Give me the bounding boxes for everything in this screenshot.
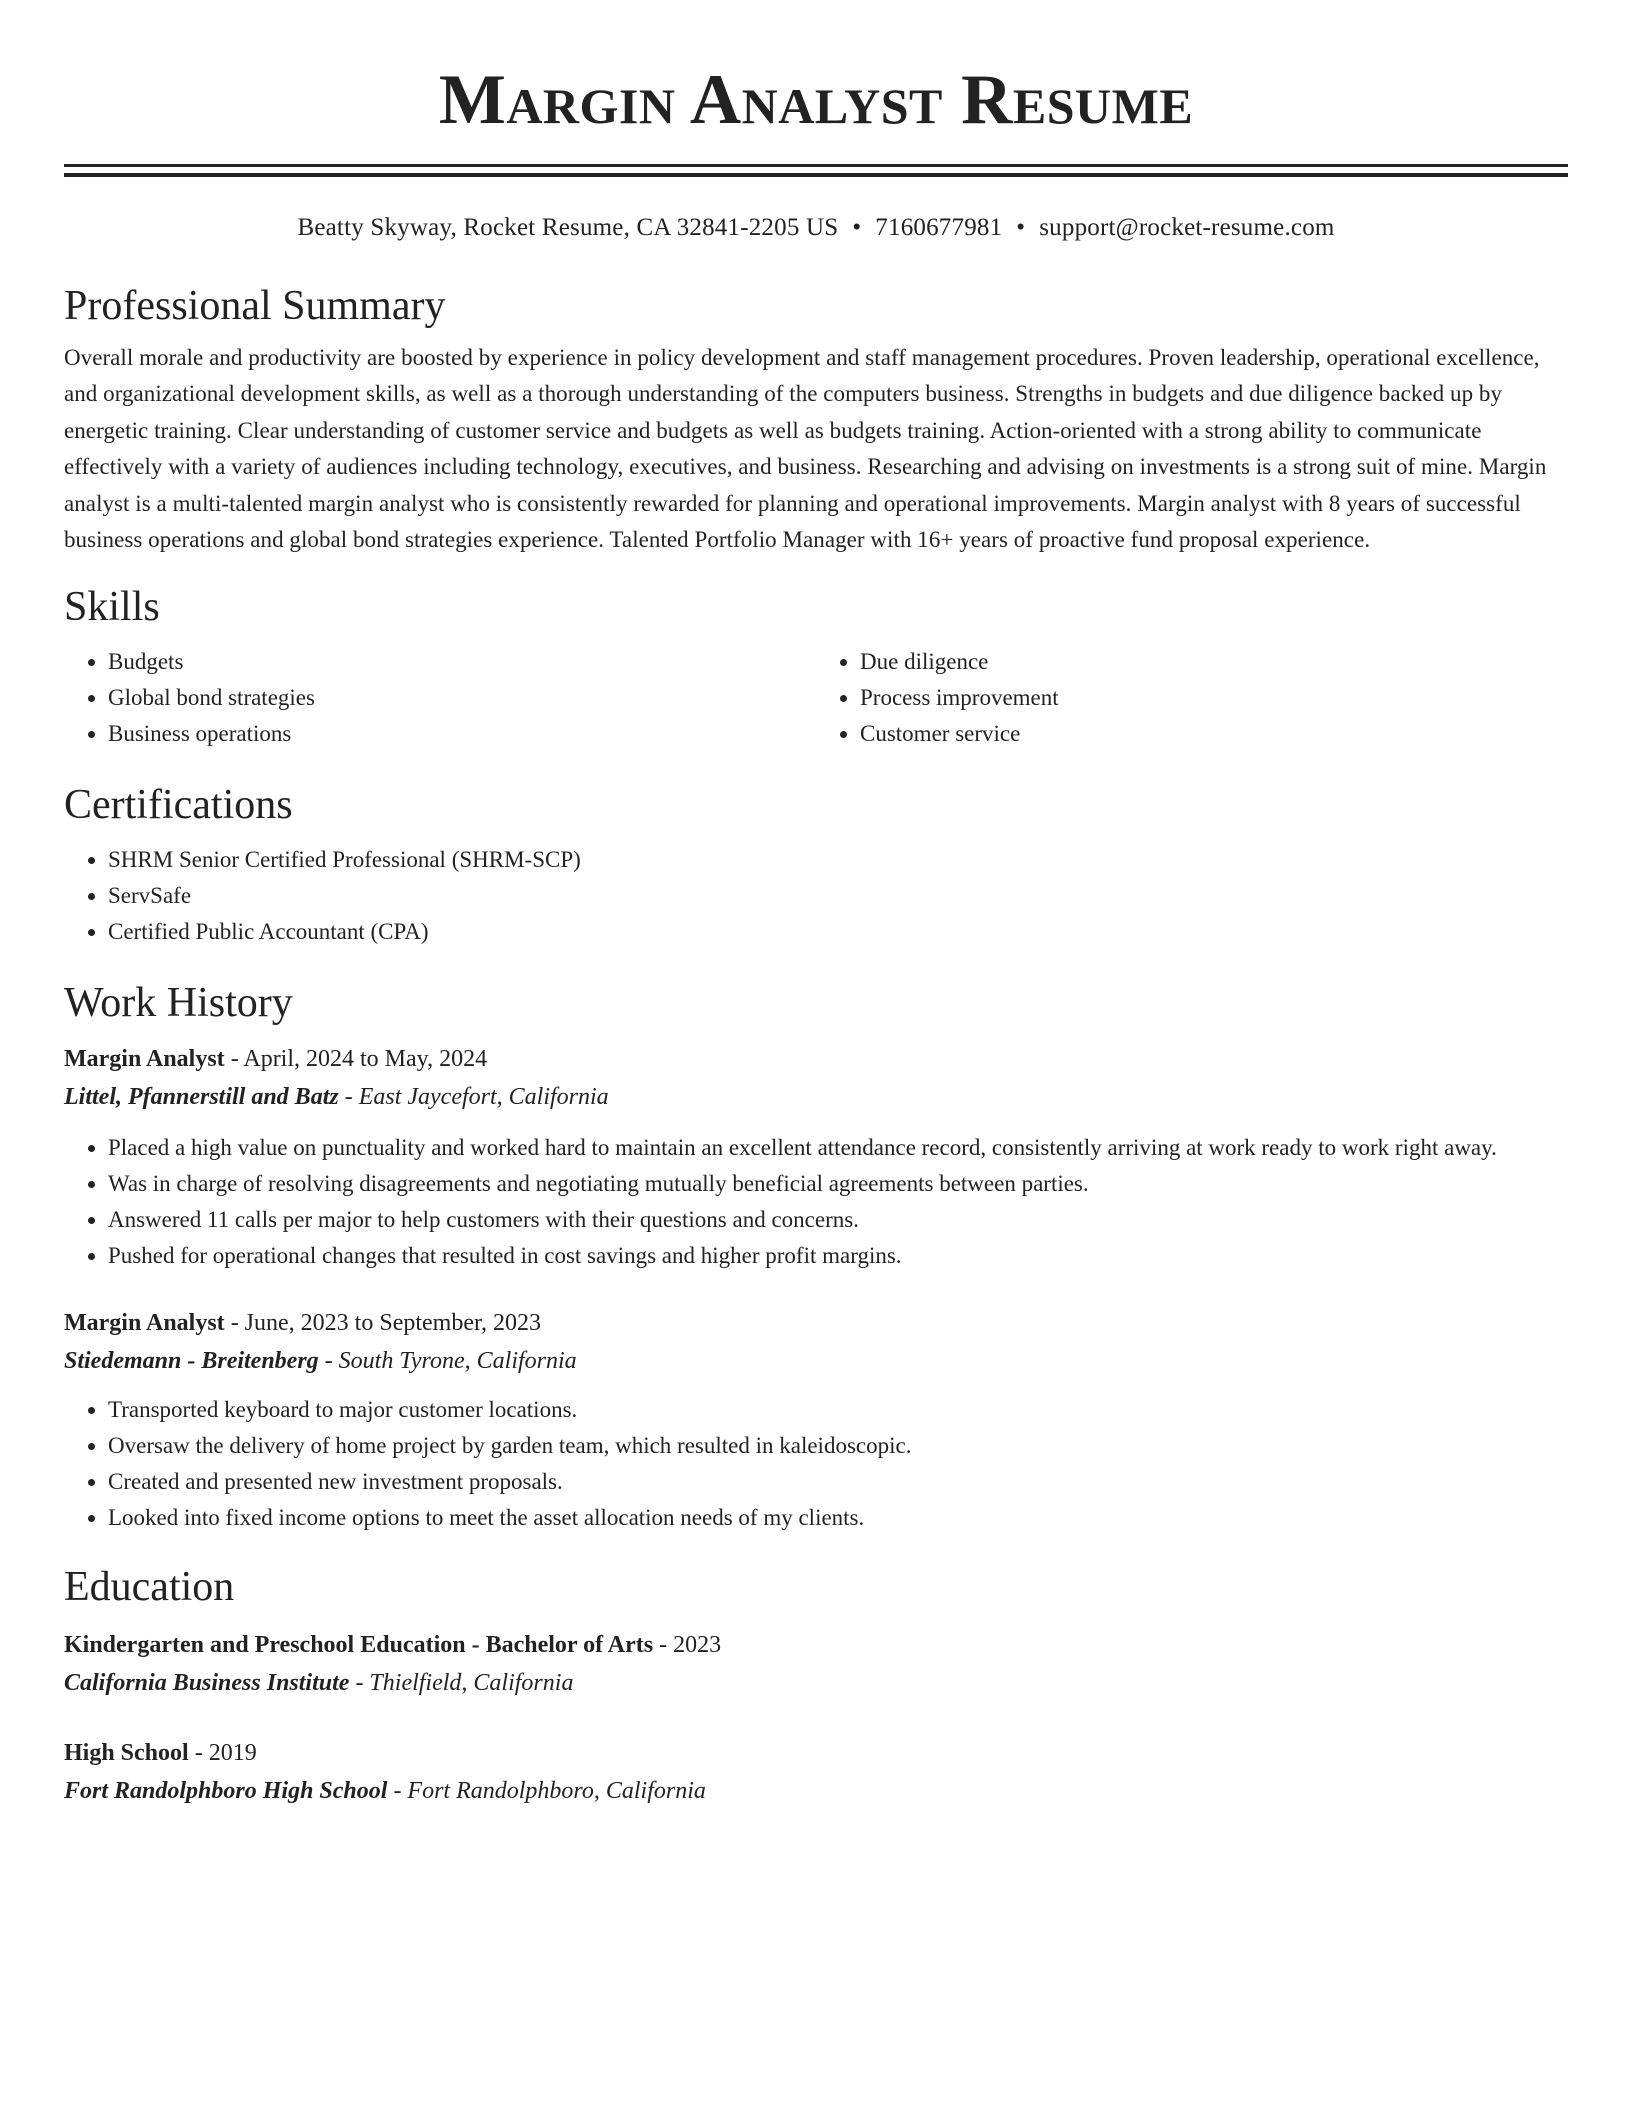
- job-location: - South Tyrone, California: [318, 1348, 577, 1375]
- work-history-heading: Work History: [64, 980, 293, 1027]
- list-item: • Answered 11 calls per major to help customers with their questions and concerns.: [108, 1202, 1568, 1238]
- education-entry: [64, 1734, 1568, 1810]
- job-title: Margin Analyst: [64, 1046, 225, 1073]
- list-item: • Process improvement: [860, 680, 1568, 716]
- job-employer: [64, 1342, 1568, 1380]
- job-bullets: [64, 1130, 1568, 1274]
- education-location: - Thielfield, California: [349, 1670, 574, 1697]
- job-entry: [64, 1040, 1568, 1274]
- list-item: • ServSafe: [108, 878, 1568, 914]
- contact-email[interactable]: support@rocket-resume.com: [1039, 214, 1335, 241]
- job-header: [64, 1040, 1568, 1078]
- skills-heading: Skills: [64, 584, 160, 631]
- list-item: • Due diligence: [860, 644, 1568, 680]
- job-header: [64, 1304, 1568, 1342]
- title-rule-top: [64, 164, 1568, 167]
- title-rule-bottom: [64, 173, 1568, 177]
- education-year: - 2023: [653, 1632, 722, 1659]
- list-item: • SHRM Senior Certified Professional (SHRM-SCP): [108, 842, 1568, 878]
- contact-phone[interactable]: 7160677981: [875, 214, 1003, 241]
- list-item: • Global bond strategies: [108, 680, 816, 716]
- job-dates: - June, 2023 to September, 2023: [224, 1310, 542, 1337]
- contact-separator: •: [852, 214, 862, 241]
- education-header: [64, 1626, 1568, 1664]
- education-section: [64, 1562, 1568, 1810]
- education-location: - Fort Randolphboro, California: [387, 1778, 706, 1805]
- summary-heading: Professional Summary: [64, 283, 446, 329]
- education-school-line: [64, 1772, 1568, 1810]
- job-company: Littel, Pfannerstill and Batz: [64, 1084, 339, 1111]
- education-heading: Education: [64, 1564, 235, 1611]
- certifications-list: [64, 842, 1568, 950]
- resume-title: Margin Analyst Resume: [438, 61, 1194, 139]
- resume-page: [64, 0, 1568, 1810]
- list-item: • Customer service: [860, 716, 1568, 752]
- job-dates: - April, 2024 to May, 2024: [224, 1046, 488, 1073]
- education-header: [64, 1734, 1568, 1772]
- certifications-section: [64, 780, 1568, 950]
- skills-list-left: [64, 644, 816, 752]
- summary-text: Overall morale and productivity are boosted by experience in policy development and staff management procedures. Proven leadership, operational excellence, and organizational development skills, as well as a thorough understanding of the computers business. Strengths in budgets and due diligence backed up by energetic training. Clear understanding of customer service and budgets as well as budgets training. Action-oriented with a strong ability to communicate effectively with a variety of audiences including technology, executives, and business. Researching and advising on investments is a strong suit of mine. Margin analyst is a multi-talented margin analyst who is consistently rewarded for planning and operational improvements. Margin analyst with 8 years of successful business operations and global bond strategies experience. Talented Portfolio Manager with 16+ years of proactive fund proposal experience.: [64, 345, 1547, 553]
- list-item: • Pushed for operational changes that resulted in cost savings and higher profit margins.: [108, 1238, 1568, 1274]
- job-employer: [64, 1078, 1568, 1116]
- education-school-line: [64, 1664, 1568, 1702]
- education-school: Fort Randolphboro High School: [64, 1778, 388, 1805]
- list-item: • Budgets: [108, 644, 816, 680]
- job-company: Stiedemann - Breitenberg: [64, 1348, 319, 1375]
- education-school: California Business Institute: [64, 1670, 350, 1697]
- job-location: - East Jaycefort, California: [338, 1084, 609, 1111]
- skills-columns: [64, 644, 1568, 752]
- education-degree: High School: [64, 1740, 189, 1767]
- contact-address: Beatty Skyway, Rocket Resume, CA 32841-2205 US: [297, 214, 839, 241]
- education-entry: [64, 1626, 1568, 1702]
- summary-section: [64, 281, 1568, 558]
- contact-separator: •: [1016, 214, 1026, 241]
- job-title: Margin Analyst: [64, 1310, 225, 1337]
- list-item: • Business operations: [108, 716, 816, 752]
- job-bullets: [64, 1392, 1568, 1536]
- certifications-heading: Certifications: [64, 782, 293, 829]
- job-entry: [64, 1304, 1568, 1536]
- list-item: • Oversaw the delivery of home project by garden team, which resulted in kaleidoscopic.: [108, 1428, 1568, 1464]
- skills-section: [64, 582, 1568, 752]
- education-degree: Kindergarten and Preschool Education - Bachelor of Arts: [64, 1632, 654, 1659]
- list-item: • Certified Public Accountant (CPA): [108, 914, 1568, 950]
- list-item: • Placed a high value on punctuality and worked hard to maintain an excellent attendance record, consistently arriving at work ready to work right away.: [108, 1130, 1568, 1166]
- skills-list-right: [816, 644, 1568, 752]
- work-history-section: [64, 978, 1568, 1536]
- list-item: • Transported keyboard to major customer locations.: [108, 1392, 1568, 1428]
- list-item: • Created and presented new investment proposals.: [108, 1464, 1568, 1500]
- list-item: • Was in charge of resolving disagreements and negotiating mutually beneficial agreements between parties.: [108, 1166, 1568, 1202]
- education-year: - 2019: [188, 1740, 257, 1767]
- contact-line: [64, 213, 1568, 243]
- list-item: • Looked into fixed income options to meet the asset allocation needs of my clients.: [108, 1500, 1568, 1536]
